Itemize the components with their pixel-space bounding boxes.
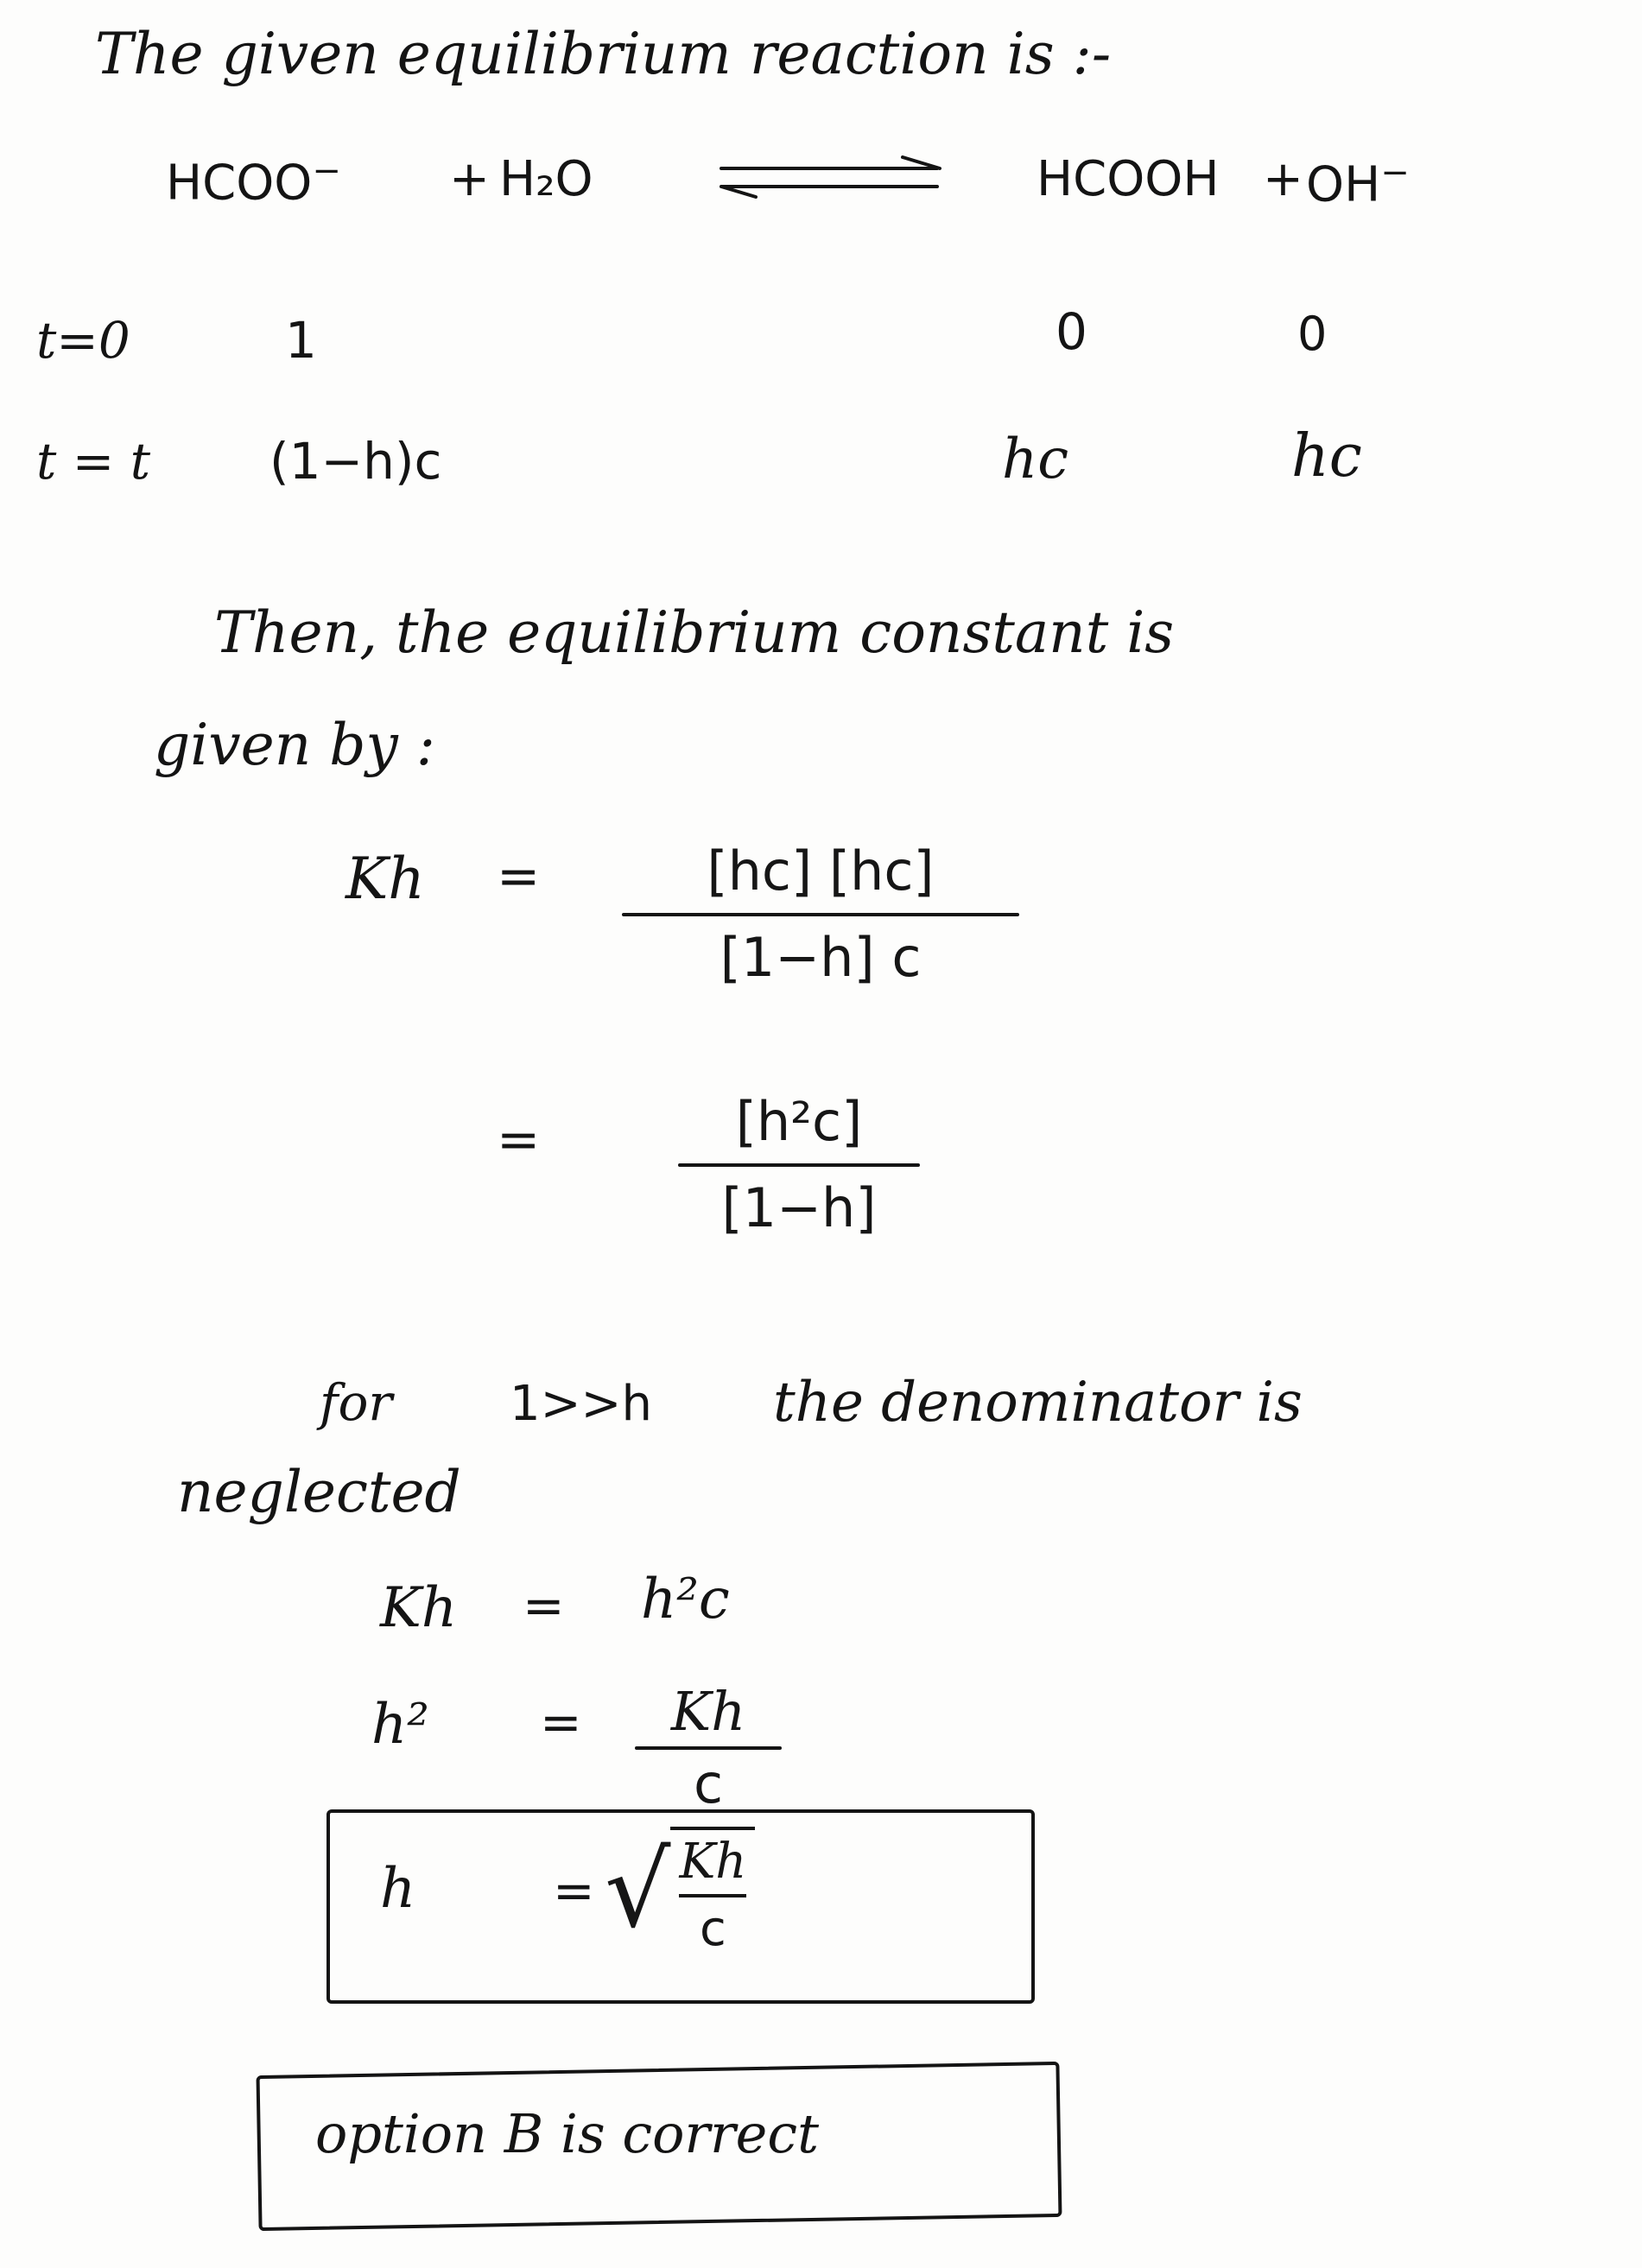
constant-intro-line1: Then, the equilibrium constant is (214, 599, 1175, 666)
product-hydroxide-charge: − (1380, 153, 1410, 193)
kh-fraction-1-denominator: [1−h] c (720, 926, 922, 990)
time-t-reactant: (1−h)c (269, 432, 442, 491)
equals-sign-4: = (540, 1693, 582, 1752)
sqrt-icon: √ (605, 1830, 671, 1951)
time-t-product-acid: hc (1002, 428, 1069, 491)
kh-over-c-denominator: c (693, 1752, 724, 1816)
kh-fraction-2-bar (678, 1163, 920, 1167)
h-squared-c: h²c (641, 1568, 730, 1631)
result-h: h (380, 1857, 416, 1921)
kh-fraction-2 (678, 1090, 920, 1240)
kh-over-c-numerator: Kh (670, 1680, 746, 1743)
approx-condition: 1>>h (510, 1376, 652, 1432)
result-sqrt-fraction (670, 1827, 755, 1955)
kh-fraction-2-denominator: [1−h] (721, 1176, 877, 1240)
approx-for: for (320, 1373, 393, 1432)
plus-sign-left: + (449, 151, 490, 207)
result-equals: = (553, 1861, 595, 1920)
approx-denominator-text: the denominator is (773, 1371, 1303, 1435)
kh-symbol-2: Kh (380, 1576, 458, 1640)
constant-intro-line2: given by : (154, 712, 435, 778)
equilibrium-arrow-icon (717, 155, 950, 199)
kh-fraction-1-bar (622, 913, 1019, 916)
approx-neglected: neglected (177, 1459, 461, 1525)
reactant-water: H₂O (499, 151, 593, 207)
result-fraction-bar (679, 1894, 746, 1897)
time-zero-label: t=0 (36, 311, 130, 370)
kh-fraction-2-numerator: [h²c] (735, 1090, 863, 1153)
equals-sign-1: = (497, 846, 541, 907)
reactant-formate (166, 151, 341, 212)
plus-sign-right: + (1263, 151, 1303, 207)
kh-symbol: Kh (346, 846, 425, 912)
result-sqrt (605, 1827, 755, 1955)
time-zero-product-acid: 0 (1056, 302, 1087, 361)
reactant-formate-formula: HCOO (166, 155, 313, 212)
h-squared: h² (371, 1693, 429, 1757)
time-zero-reactant: 1 (285, 311, 317, 370)
answer-text: option B is correct (315, 2102, 820, 2165)
kh-over-c-bar (635, 1746, 782, 1750)
kh-fraction-1 (622, 839, 1019, 990)
time-t-label: t = t (36, 432, 151, 491)
product-formic-acid: HCOOH (1037, 151, 1220, 207)
reactant-formate-charge: − (312, 151, 341, 191)
equals-sign-2: = (497, 1110, 541, 1170)
equals-sign-3: = (523, 1576, 565, 1635)
product-hydroxide-formula: OH (1306, 156, 1381, 213)
kh-over-c-fraction (635, 1682, 782, 1814)
time-t-product-hydroxide: hc (1291, 422, 1362, 491)
product-hydroxide (1306, 153, 1410, 213)
result-numerator: Kh (679, 1834, 747, 1890)
intro-line: The given equilibrium reaction is :- (95, 21, 1112, 87)
kh-fraction-1-numerator: [hc] [hc] (707, 839, 935, 903)
time-zero-product-hydroxide: 0 (1297, 307, 1328, 361)
result-denominator: c (700, 1900, 726, 1957)
